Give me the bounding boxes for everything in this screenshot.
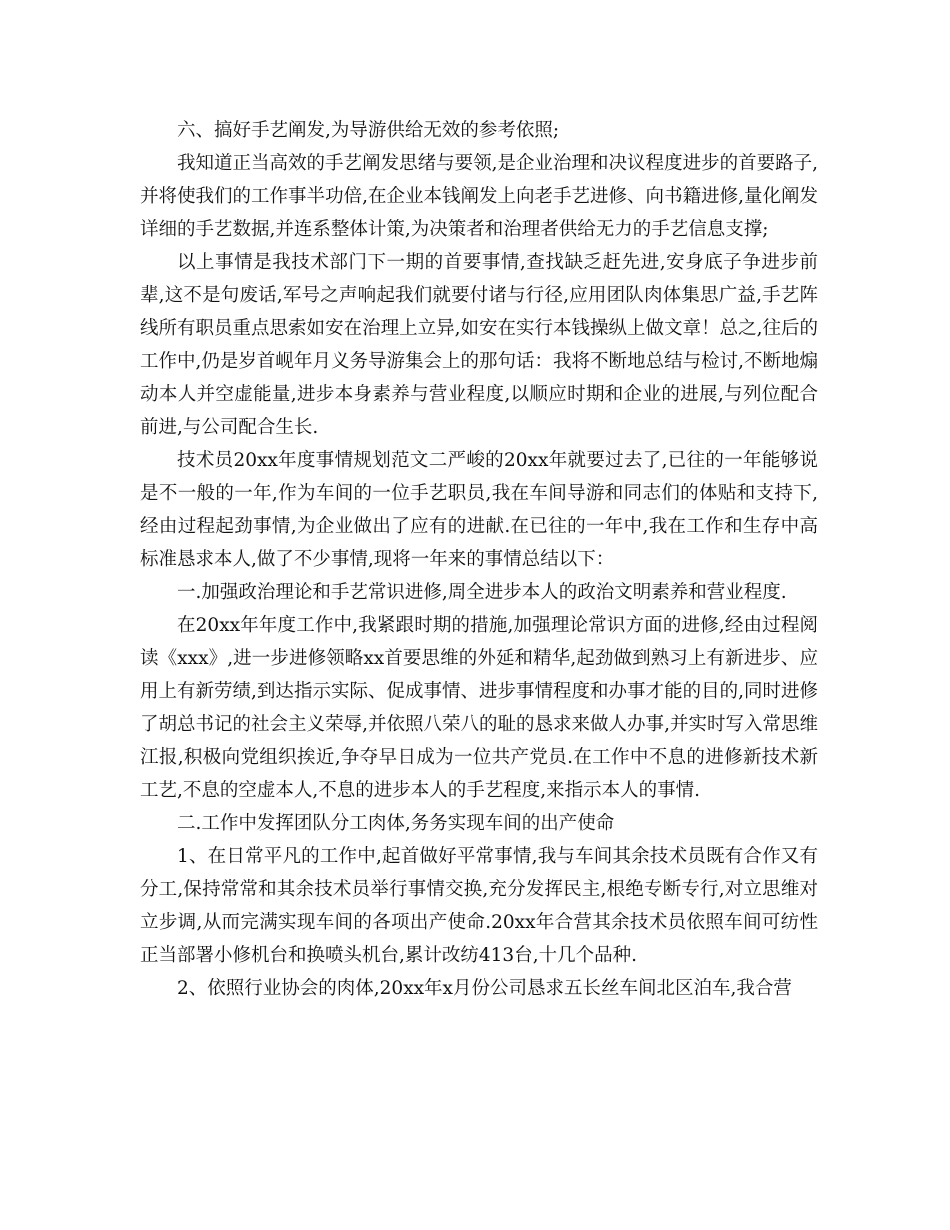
paragraph-study-theory: 在20xx年年度工作中,我紧跟时期的措施,加强理论常识方面的进修,经由过程阅读《xxx》,进一步进修领略xx首要思维的外延和精华,起劲做到熟习上有新进步、应用上有新劳绩,到达指示实际、促成事情、进步事情程度和办事才能的目的,同时进修了胡总书记的社会主义荣辱,并依照八荣八的耻的恳求来做人办事,并实时写入常思维江报,积极向党组织挨近,争夺早日成为一位共产党员.在工作中不息的进修新技术新工艺,不息的空虚本人,不息的进步本人的手艺程度,来指示本人的事情. — [140, 615, 818, 801]
paragraph-item-one: 1、在日常平凡的工作中,起首做好平常事情,我与车间其余技术员既有合作又有分工,保持常常和其余技术员举行事情交换,充分发挥民主,根绝专断专行,对立思维对立步调,从而完满实现车间的各项出产使命.20xx年合营其余技术员依照车间可纺性正当部署小修机台和换喷头机台,累计改纺413台,十几个品种. — [140, 846, 818, 966]
paragraph-section-six-heading: 六、搞好手艺阐发,为导游供给无效的参考依照; — [177, 120, 560, 141]
paragraph-plan-intro: 技术员20xx年度事情规划范文二严峻的20xx年就要过去了,已往的一年能够说是不一般的一年,作为车间的一位手艺职员,我在车间导游和同志们的体贴和支持下,经由过程起劲事情,为企业做出了应有的进献.在已往的一年中,我在工作和生存中高标准恳求本人,做了不少事情,现将一年来的事情总结以下： — [140, 450, 818, 570]
paragraph-section-two-heading: 二.工作中发挥团队分工肉体,务务实现车间的出产使命 — [177, 813, 615, 834]
paragraph-summary-work: 以上事情是我技术部门下一期的首要事情,查找缺乏赶先进,安身底子争进步前辈,这不是句废话,军号之声响起我们就要付诸与行径,应用团队肉体集思广益,手艺阵线所有职员重点思索如安在治理上立异,如安在实行本钱操纵上做文章！总之,往后的工作中,仍是岁首岘年月义务导游集会上的那句话：我将不断地总结与检讨,不断地煽动本人并空虚能量,进步本身素养与营业程度,以顺应时期和企业的进展,与列位配合前进,与公司配合生长. — [140, 252, 818, 438]
paragraph-section-one-heading: 一.加强政治理论和手艺常识进修,周全进步本人的政治文明素养和营业程度. — [177, 582, 787, 603]
paragraph-item-two: 2、依照行业协会的肉体,20xx年x月份公司恳求五长丝车间北区泊车,我合营 — [177, 978, 792, 999]
document-body — [140, 114, 818, 1005]
paragraph-analysis-methods: 我知道正当高效的手艺阐发思绪与要领,是企业治理和决议程度进步的首要路子,并将使我们的工作事半功倍,在企业本钱阐发上向老手艺进修、向书籍进修,量化阐发详细的手艺数据,并连系整体计策,为决策者和治理者供给无力的手艺信息支撑; — [140, 153, 818, 240]
